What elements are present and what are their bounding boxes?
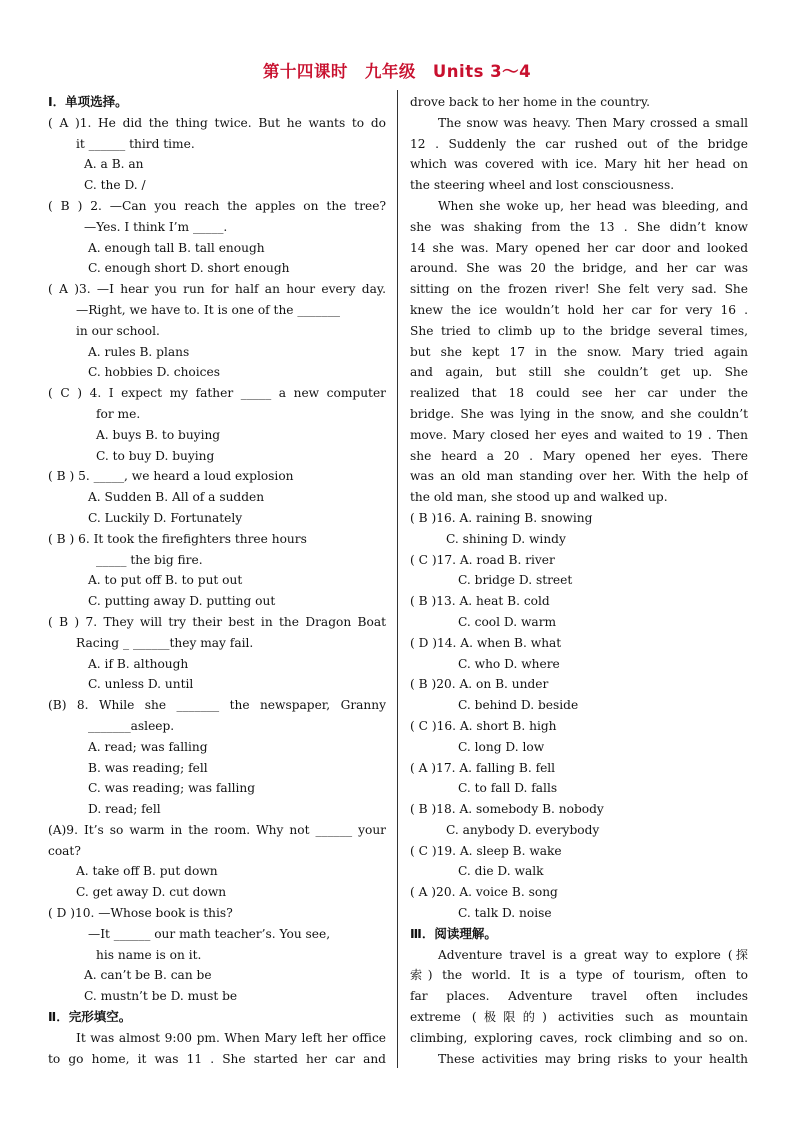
text-line: A. Sudden B. All of a sudden [88, 490, 265, 505]
text-line: the steering wheel and lost consciousness. [410, 178, 675, 193]
text-line: A. rules B. plans [88, 344, 190, 359]
text-line: C. hobbies D. choices [88, 365, 220, 380]
text-line: she heard a 20 . Mary opened her eyes. There [410, 448, 748, 463]
text-line: C. talk D. noise [458, 906, 552, 921]
text-line: C. behind D. beside [458, 698, 579, 713]
text-line: ( A )3. —I hear you run for half an hour every day. [48, 282, 386, 297]
text-line: climbing, exploring caves, rock climbing and so on. [410, 1030, 748, 1045]
text-line: A. if B. although [88, 656, 189, 671]
text-line: 14 she was. Mary opened her car door and looked [410, 240, 748, 255]
text-line: A. buys B. to buying [96, 427, 221, 442]
text-line: Racing _ ______they may fail. [76, 635, 254, 650]
text-line: A. read; was falling [88, 739, 208, 754]
text-line: drove back to her home in the country. [410, 95, 650, 109]
text-line: —Yes. I think I’m _____. [84, 219, 228, 234]
text-line: 12 . Suddenly the car rushed out of the bridge [410, 136, 748, 151]
section-heading: Ⅱ．完形填空。 [48, 1009, 132, 1025]
text-line: C. bridge D. street [458, 573, 573, 588]
text-line: ( B )20. A. on B. under [410, 677, 549, 692]
section-heading: Ⅰ．单项选择。 [48, 94, 128, 109]
text-line: and again, but still she couldn’t get up. She [410, 365, 748, 380]
text-line: C. Luckily D. Fortunately [88, 510, 243, 525]
text-line: to go home, it was 11 . She started her car and [48, 1051, 386, 1066]
text-line: it ______ third time. [76, 136, 195, 151]
text-line: his name is on it. [96, 947, 202, 962]
text-line: 索) the world. It is a type of tourism, often to [410, 968, 748, 983]
text-line: was an old man standing over her. With the help of [410, 469, 748, 484]
text-line: (A)9. It’s so warm in the room. Why not ______ your [48, 822, 386, 837]
left-column [48, 92, 386, 1069]
text-line: ( B ) 7. They will try their best in the Dragon Boat [48, 614, 386, 629]
text-line: for me. [96, 406, 141, 421]
text-line: ( B )18. A. somebody B. nobody [410, 802, 604, 817]
text-line: ( C )19. A. sleep B. wake [410, 843, 562, 858]
text-line: the old man, she stood up and walked up. [410, 490, 668, 505]
text-line: far places. Adventure travel often includes [410, 989, 748, 1004]
text-line: sitting on the frozen river! She felt very sad. She [410, 282, 748, 297]
text-line: ( B )13. A. heat B. cold [410, 594, 550, 609]
text-line: C. cool D. warm [458, 614, 557, 629]
text-line: C. shining D. windy [446, 531, 566, 546]
text-line: (B) 8. While she _______ the newspaper, Granny [48, 698, 386, 713]
text-line: C. long D. low [458, 739, 545, 754]
text-line: which was covered with ice. Mary hit her head on [410, 157, 748, 172]
text-line: These activities may bring risks to your health [438, 1051, 748, 1066]
text-line: ( C ) 4. I expect my father _____ a new computer [48, 386, 386, 401]
text-line: around. She was 20 the bridge, and her car was [410, 261, 748, 276]
text-line: ( B ) 2. —Can you reach the apples on the tree? [48, 198, 386, 213]
text-line: C. to fall D. falls [458, 781, 558, 796]
text-line: A. a B. an [84, 157, 144, 172]
text-line: A. take off B. put down [76, 864, 218, 879]
page-title: 第十四课时 九年级 Units 3～4 [262, 62, 532, 81]
text-line: D. read; fell [88, 802, 161, 817]
text-line: ( C )16. A. short B. high [410, 718, 557, 733]
text-line: When she woke up, her head was bleeding, and [438, 198, 748, 213]
text-line: ( C )17. A. road B. river [410, 552, 555, 567]
text-line: bridge. She was lying in the snow, and she couldn’t [410, 406, 748, 421]
text-line: ( B )16. A. raining B. snowing [410, 510, 593, 525]
text-line: A. can’t be B. can be [84, 968, 212, 983]
text-line: C. the D. / [84, 178, 146, 193]
text-line: A. to put off B. to put out [88, 573, 243, 588]
text-line: _______asleep. [88, 718, 175, 733]
text-line: ( B ) 6. It took the firefighters three hours [48, 531, 307, 546]
text-line: C. who D. where [458, 656, 560, 671]
text-line: —It ______ our math teacher’s. You see, [88, 926, 331, 941]
text-line: C. putting away D. putting out [88, 594, 276, 609]
section-heading: Ⅲ．阅读理解。 [410, 925, 497, 941]
text-line: The snow was heavy. Then Mary crossed a small [438, 115, 748, 130]
text-line: Adventure travel is a great way to explore (探 [438, 947, 748, 962]
text-line: It was almost 9:00 pm. When Mary left her office [76, 1030, 386, 1045]
text-line: ( D )14. A. when B. what [410, 635, 562, 650]
text-line: ( B ) 5. _____, we heard a loud explosion [48, 469, 294, 484]
text-line: move. Mary closed her eyes and waited to 19 . Then [410, 427, 748, 442]
text-line: C. mustn’t be D. must be [84, 989, 238, 1004]
text-line: she was shaking from the 13 . She didn’t know [410, 219, 748, 234]
text-line: C. enough short D. short enough [88, 261, 290, 276]
text-line: realized that 18 could see her car under the [410, 386, 748, 401]
text-line: A. enough tall B. tall enough [88, 240, 265, 255]
column-divider [397, 90, 398, 1068]
text-line: C. unless D. until [88, 677, 194, 692]
text-line: C. get away D. cut down [76, 885, 227, 900]
text-line: B. was reading; fell [88, 760, 208, 775]
text-line: ( A )17. A. falling B. fell [410, 760, 556, 775]
text-line: but she kept 17 in the snow. Mary tried again [410, 344, 748, 359]
text-line: —Right, we have to. It is one of the _______ [76, 302, 341, 317]
text-line: knew the ice wouldn’t hold her car for very 16 . [410, 302, 748, 317]
text-line: ( A )20. A. voice B. song [410, 885, 558, 900]
text-line: C. anybody D. everybody [446, 822, 600, 837]
text-line: extreme (极限的) activities such as mountain [410, 1010, 748, 1025]
text-line: ( A )1. He did the thing twice. But he wants to do [48, 115, 386, 130]
text-line: C. die D. walk [458, 864, 544, 879]
text-line: coat? [48, 843, 81, 858]
text-line: ( D )10. —Whose book is this? [48, 906, 233, 921]
text-line: _____ the big fire. [96, 552, 203, 567]
text-line: in our school. [76, 323, 160, 338]
text-line: C. to buy D. buying [96, 448, 215, 463]
text-line: She tried to climb up to the bridge several times, [410, 323, 748, 338]
right-column [410, 92, 748, 1069]
text-line: C. was reading; was falling [88, 781, 256, 796]
